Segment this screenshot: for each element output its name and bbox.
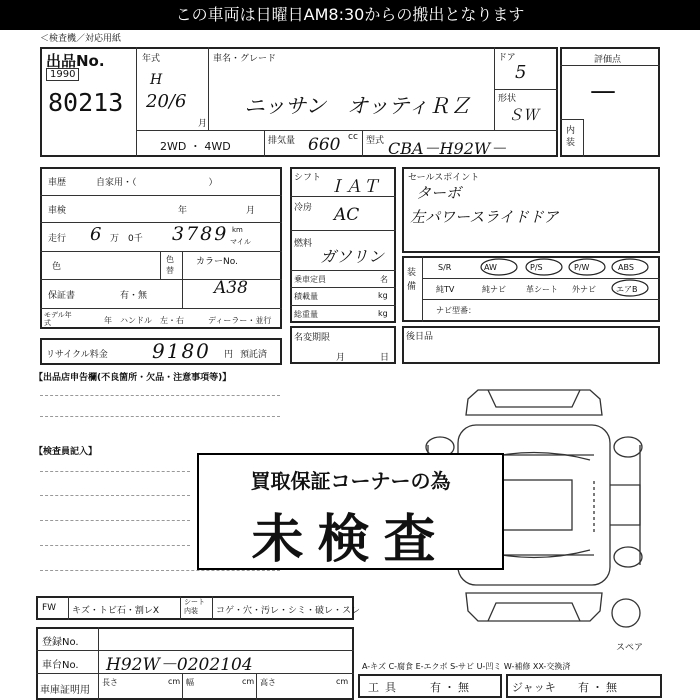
- equip-aw: AW: [484, 263, 497, 272]
- dealer-option: ディーラー・並行: [208, 316, 272, 325]
- recycle-note: 預託済: [240, 350, 268, 360]
- history-label: 車歴: [48, 178, 67, 188]
- spare-label: スペア: [616, 643, 644, 653]
- tools-value: 有・無: [430, 681, 472, 694]
- mileage-zero: 0千: [128, 234, 143, 244]
- mileage-man-unit: 万: [110, 234, 120, 244]
- middle-left-table: [40, 167, 282, 329]
- cert-label: 車庫証明用: [40, 685, 90, 696]
- cert-height-unit: cm: [336, 677, 349, 686]
- after-day-label: 後日品: [406, 332, 434, 342]
- equip-ext-navi: 外ナビ: [572, 285, 596, 294]
- equip-tv: 純TV: [436, 285, 455, 294]
- tools-label: 工具: [368, 681, 402, 694]
- equip-navi: 純ナビ: [482, 285, 506, 294]
- jack-value: 有・無: [578, 681, 620, 694]
- mileage-unit-km: km: [232, 226, 243, 234]
- cert-width-label: 幅: [186, 678, 194, 687]
- equip-leather: 革シート: [526, 285, 558, 294]
- load-label: 積載量: [294, 292, 318, 301]
- body-type-label: 形状: [498, 94, 517, 104]
- inspector-notes-label: 【検査員記入】: [34, 447, 98, 457]
- exhibitor-notes-label: 【出品店申告欄(不良箇所・欠品・注意事項等)】: [34, 373, 232, 383]
- doors-label: ドア: [498, 53, 516, 63]
- equipment-label: 装備: [407, 268, 417, 292]
- year-month-unit: 月: [198, 119, 208, 129]
- model-year-unit: 年: [104, 316, 112, 325]
- inspection-month-unit: 月: [246, 206, 256, 216]
- equip-navi-model: ナビ型番：: [436, 306, 476, 315]
- cert-length-unit: cm: [168, 677, 181, 686]
- mileage-label: 走行: [48, 234, 67, 244]
- color-label: 色: [52, 262, 62, 272]
- sales-points-line1: ターボ: [416, 184, 462, 202]
- stamp-line1: 買取保証コーナーの為: [250, 469, 451, 493]
- warranty-label: 保証書: [48, 291, 76, 301]
- inspection-label: 車検: [48, 206, 67, 216]
- header-fragment: ＜検査機／対応用紙: [40, 34, 122, 44]
- lot-sub: 1990: [46, 68, 79, 81]
- after-day-box: [402, 326, 660, 364]
- chassis-value: H92W－0202104: [106, 655, 253, 675]
- year-era: H: [150, 72, 163, 88]
- seat-label: シート内装: [184, 598, 205, 615]
- interior-label: 内装: [566, 126, 576, 148]
- fuel-value: ガソリン: [320, 247, 385, 266]
- recycle-unit: 円: [224, 350, 234, 360]
- fw-text: キズ・トビ石・割レX: [72, 606, 159, 616]
- equip-airbag: エアB: [616, 285, 638, 294]
- handle-option: ハンドル 左・右: [120, 316, 184, 325]
- weight-unit: kg: [378, 309, 388, 318]
- notice-banner: この車両は日曜日AM8:30からの搬出となります: [0, 0, 700, 30]
- ac-value: AC: [334, 205, 360, 225]
- jack-label: ジャッキ: [512, 681, 556, 694]
- change-date-month-unit: 月: [336, 353, 346, 363]
- capacity-label: 乗車定員: [294, 275, 326, 284]
- doors-value: 5: [515, 62, 527, 83]
- equip-pw: P/W: [574, 263, 590, 272]
- sales-points-line2: 左パワースライドドア: [410, 208, 559, 226]
- recycle-label: リサイクル料金: [46, 350, 108, 360]
- chassis-label: 車台No.: [42, 660, 79, 671]
- drive-type: 2WD ・ 4WD: [160, 140, 231, 153]
- weight-label: 総重量: [294, 310, 318, 319]
- year-label: 年式: [142, 54, 161, 64]
- inspection-year-unit: 年: [178, 206, 188, 216]
- change-date-label: 名変期限: [294, 333, 331, 343]
- sales-points-label: セールスポイント: [408, 173, 480, 183]
- cert-height-label: 高さ: [260, 678, 276, 687]
- fw-label: FW: [42, 603, 57, 613]
- change-date-day-unit: 日: [380, 353, 390, 363]
- ac-label: 冷房: [294, 203, 313, 213]
- cert-width-unit: cm: [242, 677, 255, 686]
- equipment-marks: [422, 256, 660, 300]
- history-value: 自家用・（ ）: [96, 178, 218, 188]
- uninspected-stamp: [197, 453, 504, 570]
- color-code-value: A38: [214, 278, 248, 298]
- load-unit: kg: [378, 291, 388, 300]
- mileage-man: 6: [90, 224, 102, 245]
- seat-text: コゲ・穴・汚レ・シミ・破レ・スレ: [216, 606, 361, 616]
- displacement-unit: cc: [348, 132, 358, 142]
- stamp-line2: 未検査: [251, 510, 450, 570]
- mileage-rest: 3789: [172, 223, 229, 245]
- body-type-value: ＳＷ: [508, 106, 539, 124]
- warranty-value: 有・無: [120, 291, 148, 301]
- damage-legend: A-キズ C-腐食 E-エクボ S-サビ U-凹ミ W-補修 XX-交換済: [362, 662, 571, 671]
- equip-sr: S/R: [438, 263, 452, 272]
- year-value: 20/6: [146, 91, 187, 112]
- cert-length-label: 長さ: [102, 678, 118, 687]
- car-label: 車名・グレード: [213, 54, 277, 64]
- capacity-unit: 名: [380, 275, 388, 284]
- score-label: 評価点: [594, 55, 622, 65]
- mileage-unit-mile: マイル: [230, 238, 251, 246]
- equip-abs: ABS: [618, 263, 634, 272]
- registration-label: 登録No.: [42, 637, 79, 648]
- shift-value: ＩＡＴ: [328, 177, 379, 197]
- color-sub: 色替: [166, 255, 174, 275]
- displacement-label: 排気量: [268, 136, 296, 146]
- equip-ps: P/S: [530, 263, 543, 272]
- fuel-label: 燃料: [294, 239, 313, 249]
- lot-number: 80213: [48, 88, 124, 117]
- shift-label: シフト: [294, 173, 322, 183]
- model-type-label: 型式: [366, 136, 385, 146]
- color-code-label: カラーNo.: [196, 257, 238, 267]
- recycle-value: 9180: [152, 339, 211, 363]
- displacement-value: 660: [308, 135, 341, 155]
- car-name: ニッサン オッティＲＺ: [244, 94, 471, 118]
- model-year-label: モデル年式: [44, 311, 72, 327]
- model-type-value: CBA－H92W－: [388, 139, 507, 158]
- score-value: —: [590, 76, 616, 106]
- lot-label: 出品No.: [46, 52, 105, 70]
